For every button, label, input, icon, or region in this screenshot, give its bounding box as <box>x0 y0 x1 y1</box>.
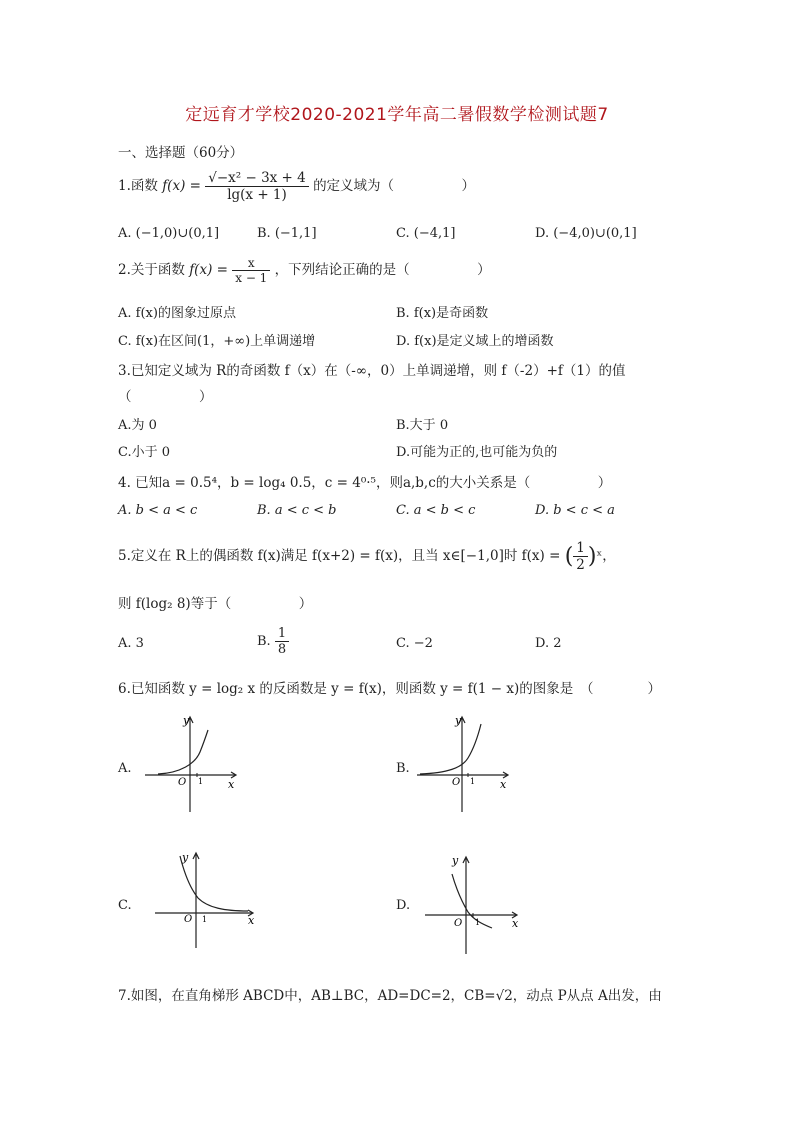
q5-frac-den: 2 <box>576 557 585 573</box>
section-heading: 一、选择题（60分） <box>118 145 244 161</box>
q5-fraction <box>573 540 588 573</box>
paren-left: ( <box>564 544 574 569</box>
q1-fraction <box>205 170 309 203</box>
q2-suffix: ，下列结论正确的是（ ） <box>274 262 491 278</box>
q1-suffix: 的定义域为（ ） <box>313 178 476 194</box>
q6-option-d-label[interactable]: D. <box>396 898 411 913</box>
q5-option-c[interactable]: C. −2 <box>396 636 433 651</box>
q2-denominator: x − 1 <box>235 271 268 285</box>
q4-option-a[interactable]: A. b < a < c <box>118 503 198 518</box>
q6-a-origin: O <box>178 777 187 788</box>
q6-b-tick: 1 <box>470 777 476 786</box>
q6-graph-a[interactable] <box>140 712 250 826</box>
q3-option-b[interactable]: B.大于 0 <box>396 418 449 433</box>
q5-optb-num: 1 <box>275 626 289 642</box>
q6-b-x-label: x <box>500 778 507 791</box>
q6-c-origin: O <box>184 914 193 925</box>
page-title: 定远育才学校2020-2021学年高二暑假数学检测试题7 <box>185 105 609 125</box>
q1-option-c[interactable]: C. (−4,1] <box>396 226 456 241</box>
q4-option-b[interactable]: B. a < c < b <box>257 503 337 518</box>
question-3-line2: （ ） <box>118 389 213 405</box>
q6-option-a-label[interactable]: A. <box>118 761 132 776</box>
q6-c-y-label: y <box>182 851 189 864</box>
q2-option-c[interactable]: C. f(x)在区间(1，+∞)上单调递增 <box>118 334 316 349</box>
q2-func: f(x) = <box>189 262 228 278</box>
q5-frac-num: 1 <box>573 540 588 557</box>
question-6: 6.已知函数 y = log₂ x 的反函数是 y = f(x)，则函数 y = f(1 − x)的图象是 （ ） <box>118 681 662 697</box>
paren-right: ) <box>587 544 597 569</box>
q5-option-d[interactable]: D. 2 <box>535 636 562 651</box>
q6-c-x-label: x <box>248 914 255 927</box>
question-7: 7.如图，在直角梯形 ABCD中，AB⊥BC，AD=DC=2，CB=√2，动点 P从点 A出发，由 <box>118 988 662 1004</box>
question-5-line2: 则 f(log₂ 8)等于（ ） <box>118 596 313 612</box>
q6-graph-c[interactable] <box>150 848 265 967</box>
q6-b-origin: O <box>452 777 461 788</box>
question-4: 4. 已知a = 0.5⁴，b = log₄ 0.5，c = 4⁰·⁵，则a,b,c的大小关系是（ ） <box>118 475 612 491</box>
q6-d-x-label: x <box>512 917 519 930</box>
q5-option-b[interactable] <box>257 626 289 657</box>
q2-option-a[interactable]: A. f(x)的图象过原点 <box>118 306 236 321</box>
q1-prefix: 1.函数 <box>118 178 158 194</box>
q6-graph-b[interactable] <box>412 712 522 826</box>
q5-optb-den: 8 <box>277 642 287 657</box>
q4-option-d[interactable]: D. b < c < a <box>535 503 615 518</box>
question-5-line1 <box>118 540 616 573</box>
q2-option-b[interactable]: B. f(x)是奇函数 <box>396 306 489 321</box>
q1-numerator: √−x² − 3x + 4 <box>205 170 309 187</box>
question-2 <box>118 256 491 285</box>
q2-option-d[interactable]: D. f(x)是定义域上的增函数 <box>396 334 554 349</box>
q6-b-y-label: y <box>455 714 462 727</box>
q6-c-tick: 1 <box>202 915 208 924</box>
q2-fraction <box>232 256 270 285</box>
q5-option-b-label: B. <box>257 634 271 649</box>
q2-prefix: 2.关于函数 <box>118 262 185 278</box>
q3-option-c[interactable]: C.小于 0 <box>118 445 171 460</box>
q5-option-b-fraction <box>275 626 289 657</box>
q6-d-tick: 1 <box>475 918 481 927</box>
question-1 <box>118 170 475 203</box>
q3-option-d[interactable]: D.可能为正的,也可能为负的 <box>396 445 558 460</box>
question-3-line1: 3.已知定义域为 R的奇函数 f（x）在（-∞，0）上单调递增，则 f（-2）+f（1）的值 <box>118 363 626 379</box>
q1-denominator: lg(x + 1) <box>227 187 287 203</box>
q6-graph-d[interactable] <box>420 850 530 964</box>
q6-a-x-label: x <box>228 778 235 791</box>
q1-func: f(x) = <box>162 178 201 194</box>
q6-d-y-label: y <box>452 854 459 867</box>
q6-option-b-label[interactable]: B. <box>396 761 410 776</box>
q6-a-tick: 1 <box>198 777 204 786</box>
q3-option-a[interactable]: A.为 0 <box>118 418 157 433</box>
q1-option-b[interactable]: B. (−1,1] <box>257 226 317 241</box>
q6-option-c-label[interactable]: C. <box>118 898 132 913</box>
q4-option-c[interactable]: C. a < b < c <box>396 503 476 518</box>
q5-text-a: 5.定义在 R上的偶函数 f(x)满足 f(x+2) = f(x)，且当 x∈[−1,0]时 f(x) = <box>118 548 561 564</box>
q6-d-origin: O <box>454 918 463 929</box>
q6-a-y-label: y <box>183 714 190 727</box>
q5-text-b: ˣ， <box>596 548 616 564</box>
q2-numerator: x <box>232 256 270 271</box>
q1-option-d[interactable]: D. (−4,0)∪(0,1] <box>535 226 637 241</box>
q5-option-a[interactable]: A. 3 <box>118 636 144 651</box>
q1-option-a[interactable]: A. (−1,0)∪(0,1] <box>118 226 220 241</box>
